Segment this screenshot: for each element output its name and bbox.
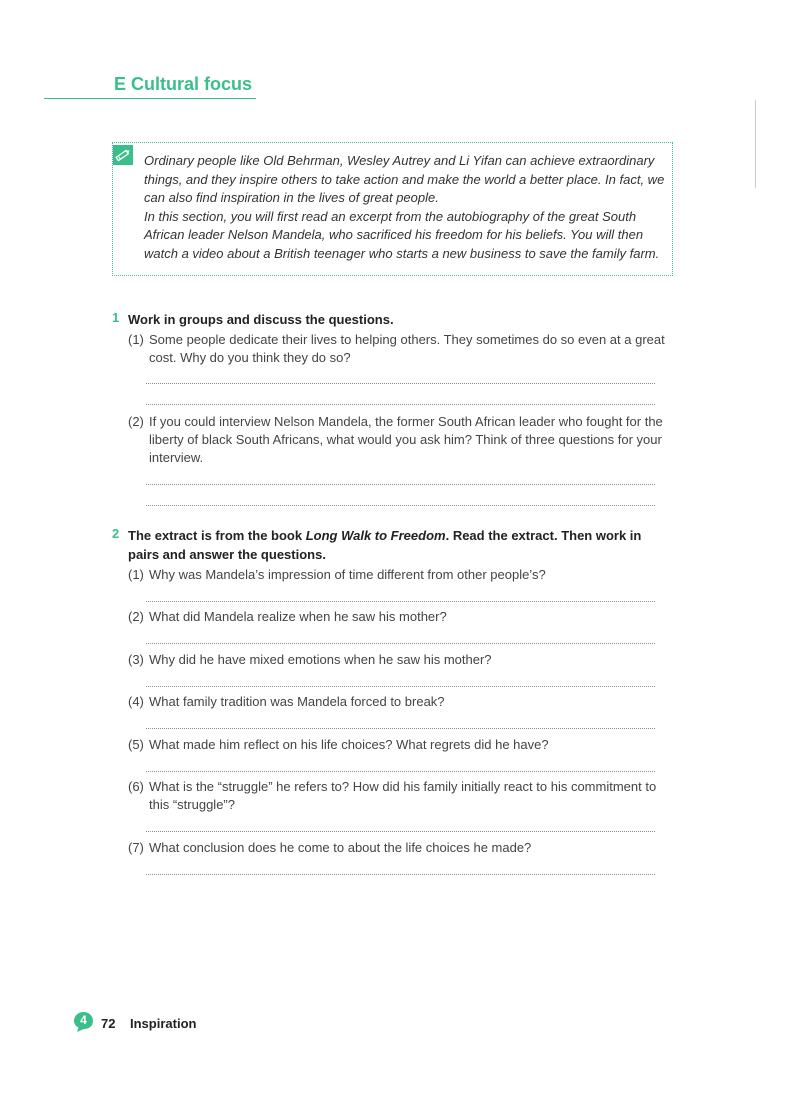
section-title (114, 74, 252, 95)
question-text: What made him reflect on his life choices? What regrets did he have? (149, 737, 549, 752)
question-number: (6) (128, 779, 144, 794)
answer-line[interactable] (146, 874, 655, 875)
section-header (44, 74, 256, 99)
question-text: What family tradition was Mandela forced to break? (149, 694, 445, 709)
answer-line[interactable] (146, 484, 655, 485)
question-text: Why was Mandela’s impression of time different from other people’s? (149, 567, 546, 582)
exercise-2-question-6 (128, 778, 676, 814)
exercise-2-question-4 (128, 693, 676, 711)
question-text: If you could interview Nelson Mandela, the former South African leader who fought for the liberty of black South Africans, what would you ask him? Think of three questions for your interview. (149, 414, 663, 465)
section-title-text: Cultural focus (131, 74, 253, 94)
answer-line[interactable] (146, 383, 655, 384)
exercise-2-instruction (128, 526, 676, 564)
question-number: (5) (128, 737, 144, 752)
instruction-part: . Read the extract. Then work in pairs and answer the questions. (128, 528, 642, 562)
answer-line[interactable] (146, 728, 655, 729)
question-text: What is the “struggle” he refers to? How did his family initially react to his commitment to this “struggle”? (149, 779, 657, 812)
question-text: Some people dedicate their lives to helping others. They sometimes do so even at a great cost. Why do you think they do so? (149, 332, 665, 365)
question-text: What conclusion does he come to about the life choices he made? (149, 840, 532, 855)
section-letter: E (114, 74, 127, 94)
exercise-2-question-3 (128, 651, 676, 669)
question-number: (2) (128, 414, 144, 429)
question-number: (2) (128, 609, 144, 624)
answer-line[interactable] (146, 404, 655, 405)
exercise-2-question-7 (128, 839, 676, 857)
answer-line[interactable] (146, 771, 655, 772)
exercise-1-question-2 (128, 413, 676, 467)
answer-line[interactable] (146, 831, 655, 832)
exercise-2-question-5 (128, 736, 676, 754)
question-number: (7) (128, 840, 144, 855)
intro-paragraph-1: Ordinary people like Old Behrman, Wesley Autrey and Li Yifan can achieve extraordinary things, and they inspire others to take action and make the world a better place. In fact, we can also find inspiration in the lives of great people. (144, 153, 665, 206)
unit-number: 4 (80, 1013, 87, 1027)
exercise-2-question-2 (128, 608, 676, 626)
answer-line[interactable] (146, 601, 655, 602)
exercise-1-number: 1 (112, 310, 120, 325)
answer-line[interactable] (146, 505, 655, 506)
intro-paragraph-2: In this section, you will first read an excerpt from the autobiography of the great South African leader Nelson Mandela, who sacrificed his freedom for his beliefs. You will then watch a video about a British teenager who starts a new business to save the family farm. (144, 208, 660, 261)
pencil-icon (113, 145, 133, 165)
question-text: Why did he have mixed emotions when he saw his mother? (149, 652, 492, 667)
intro-text (144, 152, 672, 264)
question-number: (3) (128, 652, 144, 667)
exercise-1-instruction: Work in groups and discuss the questions. (128, 312, 394, 327)
question-number: (1) (128, 567, 144, 582)
question-number: (1) (128, 332, 144, 347)
page-number: 72 (101, 1016, 116, 1031)
exercise-1-question-1 (128, 331, 676, 367)
unit-title: Inspiration (130, 1016, 197, 1031)
exercise-2-number: 2 (112, 526, 120, 541)
answer-line[interactable] (146, 643, 655, 644)
answer-line[interactable] (146, 686, 655, 687)
margin-rule (755, 100, 756, 188)
book-title: Long Walk to Freedom (305, 528, 446, 543)
question-number: (4) (128, 694, 144, 709)
unit-badge (74, 1012, 93, 1032)
instruction-part: The extract is from the book (128, 528, 306, 543)
question-text: What did Mandela realize when he saw his mother? (149, 609, 447, 624)
exercise-2-question-1 (128, 566, 676, 584)
